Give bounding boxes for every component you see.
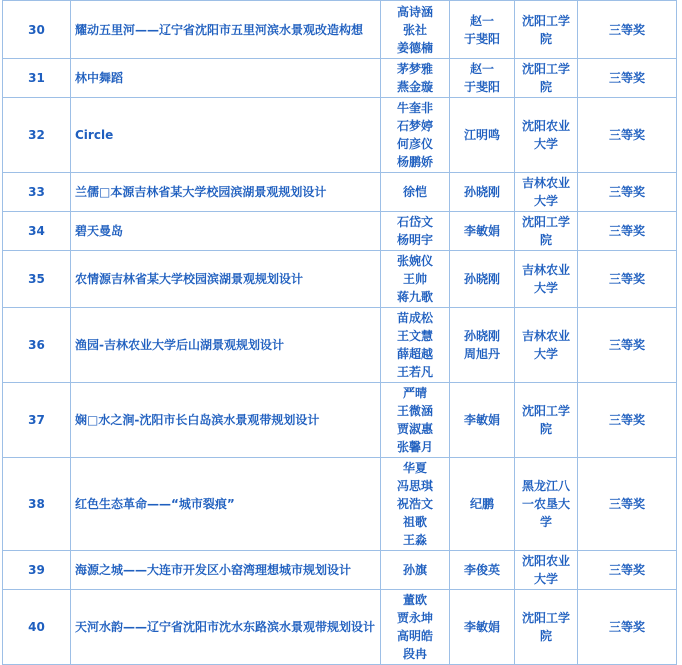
tutors-cell [450, 458, 515, 551]
tutors-cell [450, 59, 515, 98]
authors-cell-line: 张馨月 [396, 440, 433, 454]
entry-number: 32 [3, 98, 71, 173]
tutors-cell [450, 212, 515, 251]
school-cell [515, 383, 578, 458]
school-cell-line: 大学 [533, 572, 558, 586]
school-cell [515, 308, 578, 383]
tutors-cell-line: 赵一 [469, 62, 494, 76]
school-cell-line: 院 [539, 629, 552, 643]
table-row [3, 173, 677, 212]
award-level: 三等奖 [578, 590, 677, 665]
authors-cell-line: 石梦婷 [396, 119, 433, 133]
authors-cell [381, 458, 450, 551]
award-level: 三等奖 [578, 212, 677, 251]
school-cell-line: 沈阳工学 [521, 13, 570, 28]
authors-cell-line: 茅梦雅 [396, 62, 433, 76]
entry-number: 34 [3, 212, 71, 251]
authors-cell-line: 苗成松 [396, 311, 433, 325]
tutors-cell [450, 251, 515, 308]
school-cell [515, 251, 578, 308]
school-cell-line: 黑龙江八 [521, 479, 570, 493]
table-row [3, 59, 677, 98]
authors-cell-line: 牛奎非 [396, 101, 433, 115]
entry-number: 40 [3, 590, 71, 665]
project-title: 耀动五里河——辽宁省沈阳市五里河滨水景观改造构想 [71, 1, 381, 59]
entry-number: 33 [3, 173, 71, 212]
project-title: 渔园-吉林农业大学后山湖景观规划设计 [71, 308, 381, 383]
authors-cell-line: 段冉 [402, 647, 427, 661]
project-title: Circle [71, 98, 381, 173]
award-level: 三等奖 [578, 173, 677, 212]
authors-cell [381, 383, 450, 458]
school-cell-line: 大学 [533, 137, 558, 151]
authors-cell [381, 590, 450, 665]
authors-cell-line: 孙旗 [402, 563, 427, 577]
awards-table-body [3, 1, 677, 665]
authors-cell-line: 高明皓 [396, 629, 433, 643]
award-level: 三等奖 [578, 251, 677, 308]
tutors-cell [450, 98, 515, 173]
authors-cell-line: 高诗涵 [396, 4, 433, 19]
school-cell-line: 学 [539, 515, 552, 529]
school-cell-line: 沈阳工学 [521, 404, 570, 418]
authors-cell-line: 杨鹏娇 [396, 155, 433, 169]
tutors-cell-line: 孙晓刚 [463, 329, 500, 343]
authors-cell-line: 祝浩文 [396, 497, 433, 511]
project-title: 兰儒□本源吉林省某大学校园滨湖景观规划设计 [71, 173, 381, 212]
project-title: 海源之城——大连市开发区小窑湾理想城市规划设计 [71, 551, 381, 590]
authors-cell-line: 薛超越 [396, 347, 433, 361]
table-row [3, 551, 677, 590]
authors-cell [381, 251, 450, 308]
school-cell-line: 吉林农业 [521, 176, 570, 190]
entry-number: 38 [3, 458, 71, 551]
table-row [3, 383, 677, 458]
authors-cell-line: 张婉仪 [396, 254, 433, 268]
authors-cell-line: 董欧 [402, 593, 427, 607]
school-cell [515, 212, 578, 251]
tutors-cell-line: 纪鹏 [469, 497, 494, 511]
authors-cell [381, 1, 450, 59]
tutors-cell [450, 383, 515, 458]
school-cell [515, 590, 578, 665]
authors-cell-line: 王微涵 [396, 404, 433, 418]
school-cell [515, 551, 578, 590]
authors-cell-line: 王淼 [402, 533, 427, 547]
authors-cell-line: 王文慧 [396, 329, 433, 343]
school-cell-line: 院 [539, 422, 552, 436]
authors-cell-line: 王若凡 [396, 365, 433, 379]
authors-cell-line: 燕金璇 [396, 80, 433, 94]
table-row [3, 308, 677, 383]
tutors-cell [450, 551, 515, 590]
authors-cell [381, 98, 450, 173]
project-title: 红色生态革命——“城市裂痕” [71, 458, 381, 551]
award-level: 三等奖 [578, 383, 677, 458]
school-cell-line: 院 [539, 31, 552, 46]
authors-cell-line: 严晴 [402, 386, 427, 400]
tutors-cell [450, 590, 515, 665]
awards-table [2, 0, 677, 665]
tutors-cell-line: 孙晓刚 [463, 272, 500, 286]
tutors-cell-line: 李敏娟 [463, 620, 500, 634]
authors-cell-line: 祖歌 [402, 515, 427, 529]
school-cell-line: 沈阳工学 [521, 215, 570, 229]
school-cell [515, 59, 578, 98]
school-cell-line: 沈阳农业 [521, 119, 570, 133]
project-title: 碧天曼岛 [71, 212, 381, 251]
school-cell-line: 一农垦大 [521, 497, 570, 511]
entry-number: 37 [3, 383, 71, 458]
school-cell-line: 大学 [533, 281, 558, 295]
authors-cell-line: 杨明宇 [396, 233, 433, 247]
authors-cell [381, 551, 450, 590]
tutors-cell-line: 赵一 [469, 13, 494, 28]
school-cell-line: 大学 [533, 347, 558, 361]
school-cell [515, 98, 578, 173]
authors-cell-line: 蒋九歌 [396, 290, 433, 304]
authors-cell [381, 308, 450, 383]
school-cell-line: 院 [539, 80, 552, 94]
tutors-cell-line: 于斐阳 [463, 80, 500, 94]
award-level: 三等奖 [578, 308, 677, 383]
entry-number: 31 [3, 59, 71, 98]
authors-cell [381, 59, 450, 98]
authors-cell-line: 张社 [402, 22, 427, 37]
project-title: 娴□水之涧-沈阳市长白岛滨水景观带规划设计 [71, 383, 381, 458]
table-row [3, 590, 677, 665]
entry-number: 36 [3, 308, 71, 383]
table-row [3, 212, 677, 251]
authors-cell-line: 姜德楠 [396, 40, 433, 55]
tutors-cell-line: 于斐阳 [463, 31, 500, 46]
table-row [3, 1, 677, 59]
award-level: 三等奖 [578, 1, 677, 59]
tutors-cell [450, 1, 515, 59]
school-cell-line: 吉林农业 [521, 329, 570, 343]
award-level: 三等奖 [578, 458, 677, 551]
authors-cell [381, 173, 450, 212]
authors-cell-line: 何彦仪 [396, 137, 433, 151]
table-row [3, 98, 677, 173]
authors-cell-line: 石岱文 [396, 215, 433, 229]
authors-cell-line: 华夏 [402, 461, 427, 475]
authors-cell-line: 贾淑惠 [396, 422, 433, 436]
tutors-cell-line: 江明鸣 [463, 128, 500, 142]
authors-cell-line: 冯思琪 [396, 479, 433, 493]
award-level: 三等奖 [578, 551, 677, 590]
school-cell-line: 吉林农业 [521, 263, 570, 277]
tutors-cell-line: 李敏娟 [463, 413, 500, 427]
tutors-cell-line: 周旭丹 [463, 347, 500, 361]
project-title: 林中舞蹈 [71, 59, 381, 98]
tutors-cell-line: 李俊英 [463, 563, 500, 577]
entry-number: 35 [3, 251, 71, 308]
authors-cell-line: 王帅 [402, 272, 427, 286]
table-row [3, 458, 677, 551]
school-cell-line: 院 [539, 233, 552, 247]
school-cell-line: 沈阳工学 [521, 62, 570, 76]
tutors-cell-line: 孙晓刚 [463, 185, 500, 199]
project-title: 天河水韵——辽宁省沈阳市沈水东路滨水景观带规划设计 [71, 590, 381, 665]
tutors-cell [450, 173, 515, 212]
authors-cell [381, 212, 450, 251]
school-cell [515, 1, 578, 59]
authors-cell-line: 贾永坤 [396, 611, 433, 625]
tutors-cell-line: 李敏娟 [463, 224, 500, 238]
school-cell-line: 大学 [533, 194, 558, 208]
school-cell-line: 沈阳农业 [521, 554, 570, 568]
project-title: 农情源吉林省某大学校园滨湖景观规划设计 [71, 251, 381, 308]
tutors-cell [450, 308, 515, 383]
entry-number: 39 [3, 551, 71, 590]
authors-cell-line: 徐恺 [402, 185, 427, 199]
school-cell [515, 173, 578, 212]
school-cell [515, 458, 578, 551]
table-row [3, 251, 677, 308]
entry-number: 30 [3, 1, 71, 59]
school-cell-line: 沈阳工学 [521, 611, 570, 625]
award-level: 三等奖 [578, 59, 677, 98]
award-level: 三等奖 [578, 98, 677, 173]
